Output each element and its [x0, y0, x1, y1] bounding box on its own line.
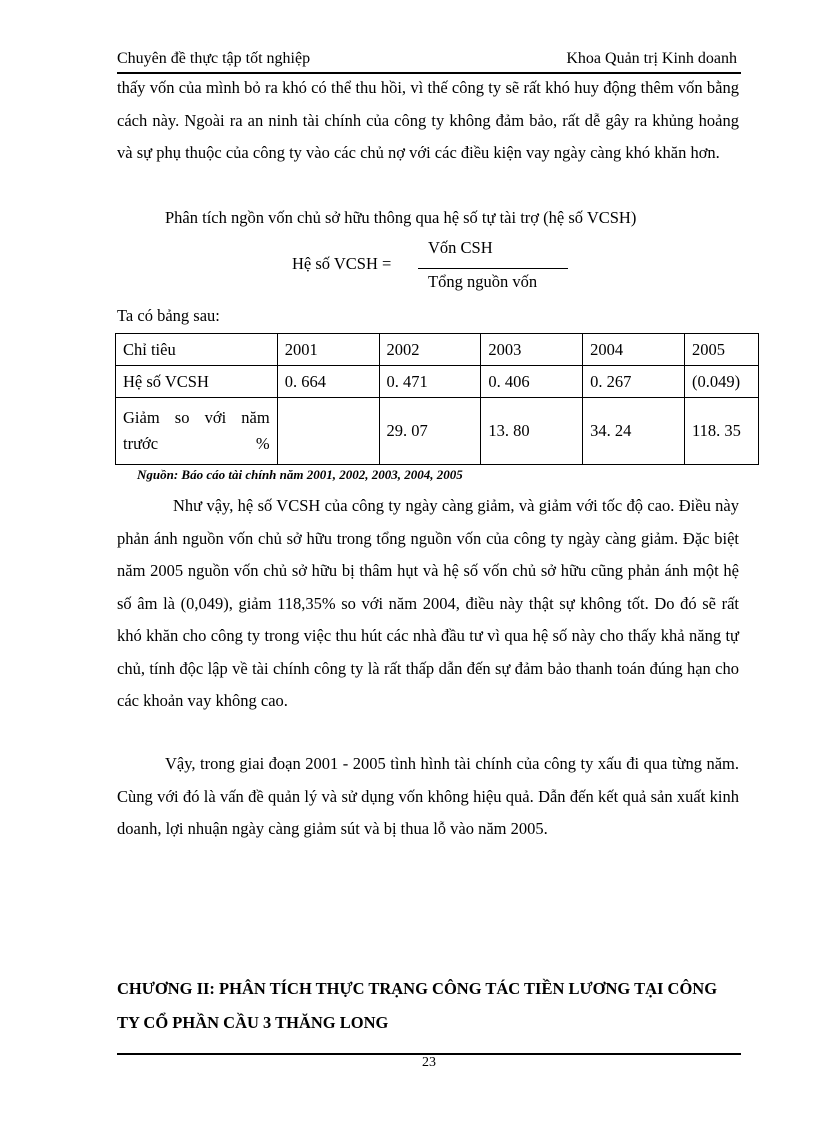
table-header-cell: Chỉ tiêu — [116, 334, 278, 366]
paragraph-4: Vậy, trong giai đoạn 2001 - 2005 tình hình tài chính của công ty xấu đi qua từng năm. Cùng với đó là vấn đề quản lý và sử dụng vốn không hiệu quả. Dẫn đến kết quả sản xuất kinh doanh, lợi nhuận ngày càng giảm sút và bị thua lỗ vào năm 2005. — [117, 754, 739, 838]
table-header-cell: 2003 — [481, 334, 583, 366]
table-cell: (0.049) — [685, 366, 759, 398]
table-header-cell: 2002 — [379, 334, 481, 366]
table-cell: Giảm so với năm trước % — [116, 398, 278, 465]
paragraph-3: Như vậy, hệ số VCSH của công ty ngày càng giảm, và giảm với tốc độ cao. Điều này phản ánh nguồn vốn chủ sở hữu trong tổng nguồn vốn của công ty ngày càng giảm. Đặc biệt năm 2005 nguồn vốn chủ sở hữu bị thâm hụt và hệ số vốn chủ sở hữu cũng phản ánh một hệ số âm là (0,049), giảm 118,35% so với năm 2004, điều này thật sự không tốt. Do đó sẽ rất khó khăn cho công ty trong việc thu hút các nhà đầu tư vì qua hệ số này cho thấy khả năng tự chủ, tính độc lập về tài chính công ty là rất thấp dẫn đến sự đảm bảo thanh toán đúng hạn cho các khoản vay không cao. — [117, 496, 739, 710]
fraction-bar — [418, 268, 568, 269]
formula-lhs: Hệ số VCSH = — [292, 254, 392, 273]
table-header-row — [116, 334, 759, 366]
paragraph-1: thấy vốn của mình bỏ ra khó có thể thu hồi, vì thế công ty sẽ rất khó huy động thêm vốn bằng cách này. Ngoài ra an ninh tài chính của công ty không đảm bảo, rất dễ gây ra khủng hoảng và sự phụ thuộc của công ty vào các chủ nợ với các điều kiện vay ngày càng khó khăn hơn. — [117, 78, 739, 162]
table-cell: 29. 07 — [379, 398, 481, 465]
table-cell: 13. 80 — [481, 398, 583, 465]
table-cell: 34. 24 — [583, 398, 685, 465]
table-cell: 0. 664 — [277, 366, 379, 398]
vcsh-formula — [292, 236, 582, 298]
table-header-cell: 2004 — [583, 334, 685, 366]
table-cell — [277, 398, 379, 465]
table-intro: Ta có bảng sau: — [117, 306, 220, 325]
table-cell: 118. 35 — [685, 398, 759, 465]
formula-denominator: Tổng nguồn vốn — [428, 272, 538, 291]
table-cell: 0. 267 — [583, 366, 685, 398]
table-header-cell: 2001 — [277, 334, 379, 366]
header-left: Chuyên đề thực tập tốt nghiệp — [117, 50, 311, 67]
table-row — [116, 398, 759, 465]
vcsh-table — [115, 333, 759, 465]
paragraph-2: Phân tích ngồn vốn chủ sở hữu thông qua hệ số tự tài trợ (hệ số VCSH) — [165, 208, 637, 227]
page-number: 23 — [422, 1055, 436, 1070]
table-cell: 0. 406 — [481, 366, 583, 398]
table-header-cell: 2005 — [685, 334, 759, 366]
page-header — [117, 50, 741, 74]
table-cell: Hệ số VCSH — [116, 366, 278, 398]
table-row — [116, 366, 759, 398]
header-right: Khoa Quản trị Kinh doanh — [566, 50, 737, 67]
table-cell: 0. 471 — [379, 366, 481, 398]
formula-numerator: Vốn CSH — [428, 238, 493, 257]
table-source: Nguồn: Báo cáo tài chính năm 2001, 2002, 2003, 2004, 2005 — [137, 467, 463, 482]
chapter-title: CHƯƠNG II: PHÂN TÍCH THỰC TRẠNG CÔNG TÁC TIỀN LƯƠNG TẠI CÔNG TY CỔ PHẦN CẦU 3 THĂNG LONG — [117, 979, 718, 1032]
